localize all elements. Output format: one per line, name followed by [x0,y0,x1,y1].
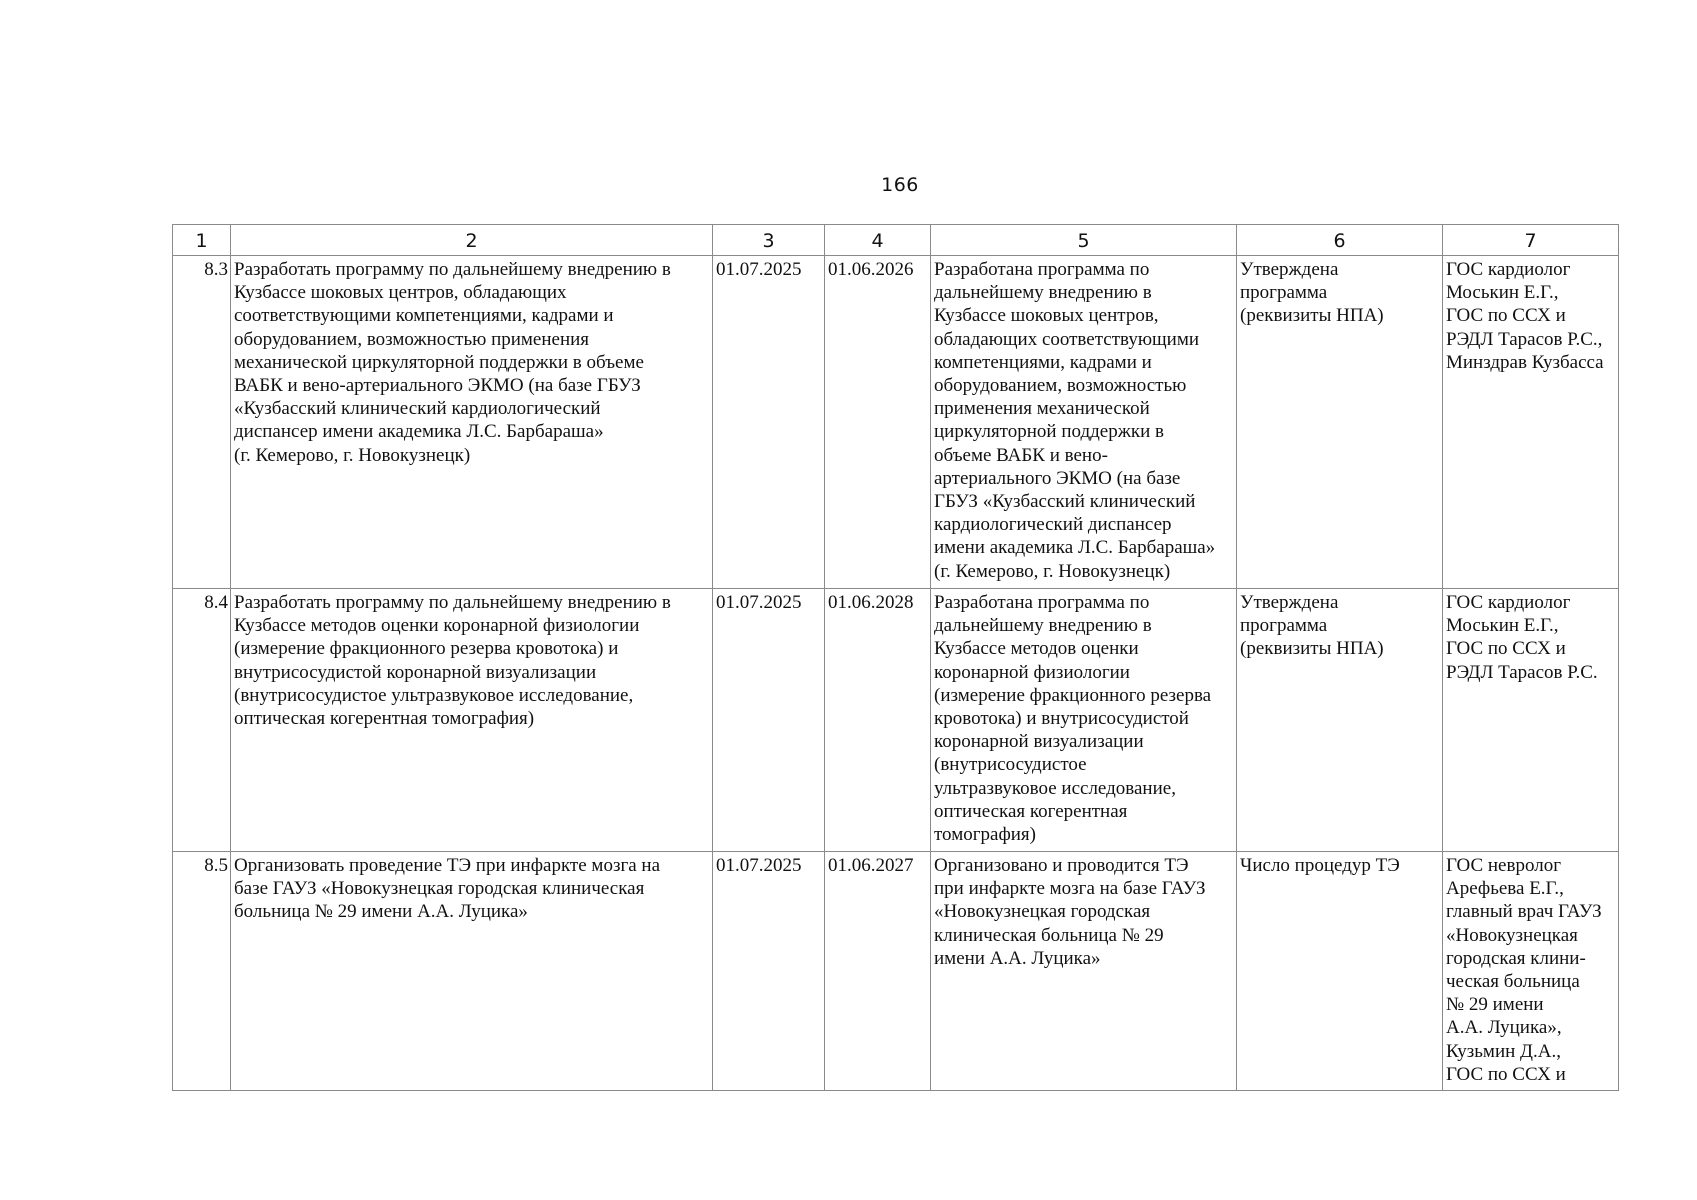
header-col-7: 7 [1443,225,1619,256]
task-cell: Организовать проведение ТЭ при инфаркте мозга на базе ГАУЗ «Новокузнецкая городская клиническая больница № 29 имени А.А. Луцика» [231,852,713,1091]
plan-table [172,224,1619,1091]
table-row [173,852,1619,1091]
header-col-4: 4 [825,225,931,256]
header-row [173,225,1619,256]
header-col-1: 1 [173,225,231,256]
header-col-2: 2 [231,225,713,256]
start-date-cell: 01.07.2025 [713,256,825,589]
result-cell: Организовано и проводится ТЭ при инфаркте мозга на базе ГАУЗ «Новокузнецкая городская клиническая больница № 29 имени А.А. Луцика» [931,852,1237,1091]
responsible-cell: ГОС кардиолог Моськин Е.Г., ГОС по ССХ и РЭДЛ Тарасов Р.С., Минздрав Кузбасса [1443,256,1619,589]
responsible-cell: ГОС кардиолог Моськин Е.Г., ГОС по ССХ и РЭДЛ Тарасов Р.С. [1443,589,1619,852]
header-col-5: 5 [931,225,1237,256]
end-date-cell: 01.06.2027 [825,852,931,1091]
end-date-cell: 01.06.2028 [825,589,931,852]
task-cell: Разработать программу по дальнейшему внедрению в Кузбассе шоковых центров, обладающих соответствующими компетенциями, кадрами и оборудованием, возможностью применения механической циркуляторной поддержки в объеме ВАБК и вено-артериального ЭКМО (на базе ГБУЗ «Кузбасский клинический кардиологический диспансер имени академика Л.С. Барбараша» (г. Кемерово, г. Новокузнецк) [231,256,713,589]
table-row [173,256,1619,589]
page-number: 166 [881,174,919,196]
start-date-cell: 01.07.2025 [713,589,825,852]
end-date-cell: 01.06.2026 [825,256,931,589]
indicator-cell: Утверждена программа (реквизиты НПА) [1237,256,1443,589]
indicator-cell: Утверждена программа (реквизиты НПА) [1237,589,1443,852]
row-number: 8.5 [173,852,231,1091]
start-date-cell: 01.07.2025 [713,852,825,1091]
table-row [173,589,1619,852]
row-number: 8.3 [173,256,231,589]
task-cell: Разработать программу по дальнейшему внедрению в Кузбассе методов оценки коронарной физиологии (измерение фракционного резерва кровотока) и внутрисосудистой коронарной визуализации (внутрисосудистое ультразвуковое исследование, оптическая когерентная томография) [231,589,713,852]
result-cell: Разработана программа по дальнейшему внедрению в Кузбассе методов оценки коронарной физиологии (измерение фракционного резерва кровотока) и внутрисосудистой коронарной визуализации (внутрисосудистое ультразвуковое исследование, оптическая когерентная томография) [931,589,1237,852]
responsible-cell: ГОС невролог Арефьева Е.Г., главный врач ГАУЗ «Новокузнецкая городская клини- ческая больница № 29 имени А.А. Луцика», Кузьмин Д.А., ГОС по ССХ и [1443,852,1619,1091]
indicator-cell: Число процедур ТЭ [1237,852,1443,1091]
header-col-3: 3 [713,225,825,256]
result-cell: Разработана программа по дальнейшему внедрению в Кузбассе шоковых центров, обладающих соответствующими компетенциями, кадрами и оборудованием, возможностью применения механической циркуляторной поддержки в объеме ВАБК и вено- артериального ЭКМО (на базе ГБУЗ «Кузбасский клинический кардиологический диспансер имени академика Л.С. Барбараша» (г. Кемерово, г. Новокузнецк) [931,256,1237,589]
row-number: 8.4 [173,589,231,852]
header-col-6: 6 [1237,225,1443,256]
